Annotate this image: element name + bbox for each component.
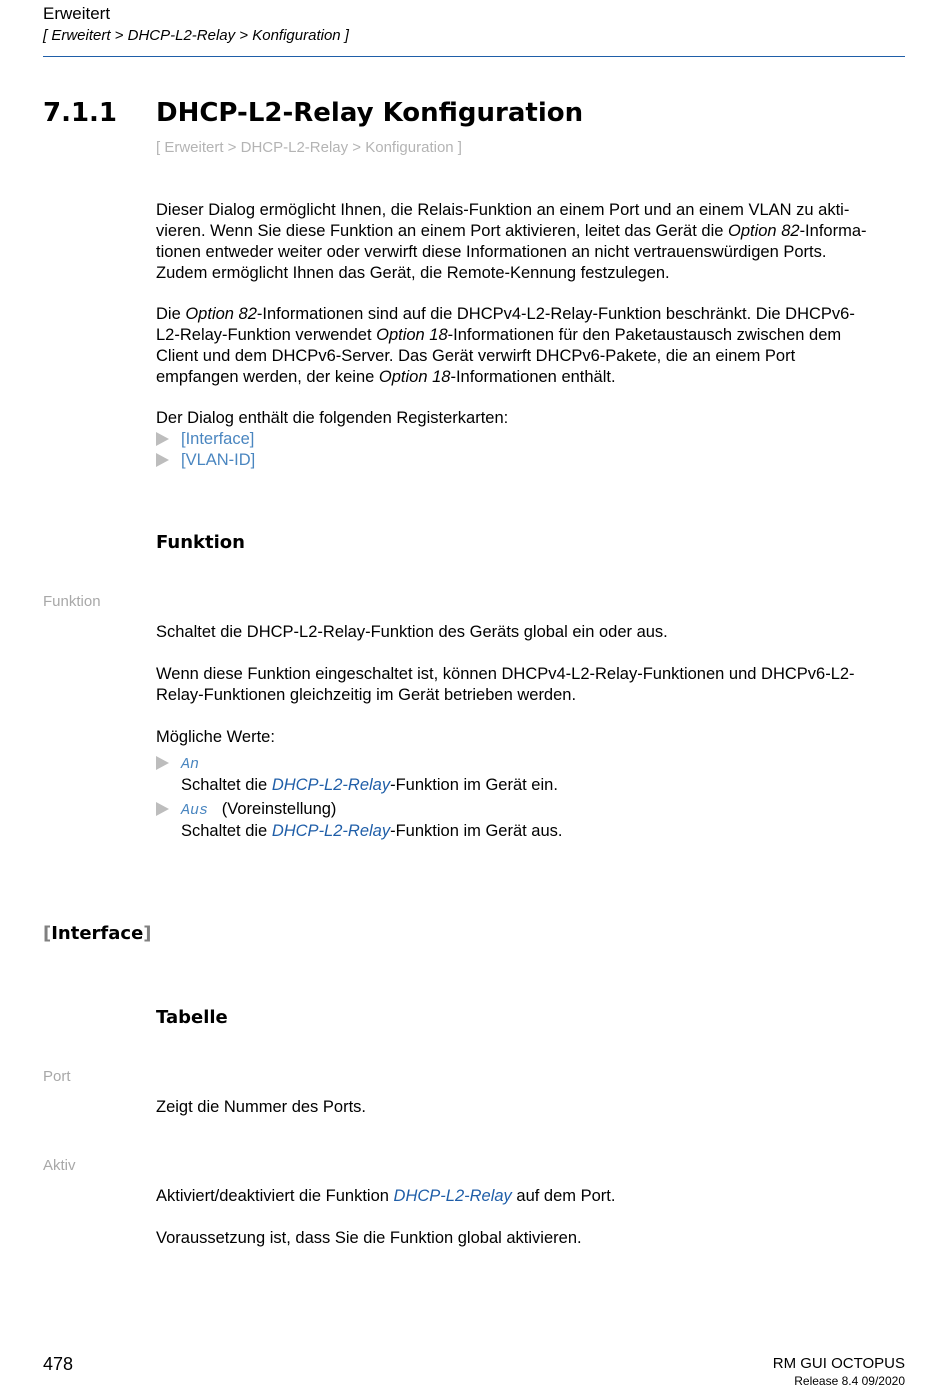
text-span: -Informa- bbox=[799, 222, 867, 240]
header-rule bbox=[43, 56, 905, 57]
value-item-body bbox=[181, 753, 558, 796]
text-span: Aktiviert/deaktiviert die Funktion bbox=[156, 1187, 394, 1205]
text-span: L2-Relay-Funktion verwendet bbox=[156, 326, 377, 344]
funktion-margin-label: Funktion bbox=[43, 593, 101, 610]
option-82-term: Option 82 bbox=[185, 305, 257, 323]
funktion-description: Schaltet die DHCP-L2-Relay-Funktion des Geräts global ein oder aus. bbox=[156, 623, 668, 641]
text-span: Die bbox=[156, 305, 186, 323]
intro-p2-line-3: Client und dem DHCPv6-Server. Das Gerät verwirft DHCPv6-Pakete, die an einem Port bbox=[156, 347, 796, 365]
interface-heading bbox=[43, 923, 152, 944]
intro-p1-line-2 bbox=[156, 221, 906, 242]
intro-p1-line-3: tionen entweder weiter oder verwirft diese Informationen an nicht vertrauenswürdigen Ports. bbox=[156, 243, 827, 261]
bullet-triangle-icon bbox=[156, 453, 169, 467]
page-header-breadcrumb: [ Erweitert > DHCP-L2-Relay > Konfiguration ] bbox=[43, 27, 349, 44]
aktiv-note: Voraussetzung ist, dass Sie die Funktion global aktivieren. bbox=[156, 1229, 582, 1247]
intro-paragraph-2 bbox=[156, 304, 906, 388]
value-description bbox=[181, 775, 558, 796]
option-18-term: Option 18 bbox=[378, 368, 451, 386]
bracket-open: [ bbox=[43, 923, 52, 944]
text-span: empfangen werden, der keine bbox=[156, 368, 379, 386]
text-span: -Funktion im Gerät ein. bbox=[390, 776, 558, 794]
value-default-note: (Voreinstellung) bbox=[221, 800, 337, 818]
text-span: -Informationen für den Paketaustausch zwischen dem bbox=[447, 326, 842, 344]
funktion-desc2-line-1: Wenn diese Funktion eingeschaltet ist, können DHCPv4-L2-Relay-Funktionen und DHCPv6-L2- bbox=[156, 665, 855, 683]
tabs-intro: Der Dialog enthält die folgenden Registerkarten: bbox=[156, 409, 509, 427]
bullet-triangle-icon bbox=[156, 756, 169, 770]
intro-p2-line-1 bbox=[156, 304, 906, 325]
port-margin-label: Port bbox=[43, 1068, 71, 1085]
tab-link-vlan-id[interactable] bbox=[156, 450, 255, 471]
option-82-term: Option 82 bbox=[728, 222, 800, 240]
tab-link-label[interactable]: [Interface] bbox=[181, 430, 255, 448]
intro-paragraph-1 bbox=[156, 200, 906, 284]
bracket-close: ] bbox=[143, 923, 152, 944]
tab-link-interface[interactable] bbox=[156, 429, 254, 450]
section-breadcrumb: [ Erweitert > DHCP-L2-Relay > Konfiguration ] bbox=[156, 139, 462, 156]
text-span: auf dem Port. bbox=[511, 1187, 616, 1205]
bullet-triangle-icon bbox=[156, 432, 169, 446]
text-span: -Informationen sind auf die DHCPv4-L2-Relay-Funktion beschränkt. Die DHCPv6- bbox=[256, 305, 855, 323]
funktion-desc2-line-2: Relay-Funktionen gleichzeitig im Gerät betrieben werden. bbox=[156, 686, 577, 704]
aktiv-description bbox=[156, 1186, 906, 1207]
port-description: Zeigt die Nummer des Ports. bbox=[156, 1098, 366, 1116]
page-number: 478 bbox=[43, 1354, 74, 1374]
value-name-row bbox=[181, 799, 563, 821]
value-item-body bbox=[181, 799, 563, 842]
tab-link-label[interactable]: [VLAN-ID] bbox=[181, 451, 256, 469]
text-span: vieren. Wenn Sie diese Funktion an einem Port aktivieren, leitet das Gerät die bbox=[156, 222, 728, 240]
funktion-description-2 bbox=[156, 664, 906, 706]
text-span: Schaltet die bbox=[181, 776, 272, 794]
inline-link[interactable]: DHCP-L2-Relay bbox=[393, 1187, 512, 1205]
footer-document-title: RM GUI OCTOPUS bbox=[772, 1355, 905, 1372]
text-span: Schaltet die bbox=[181, 822, 272, 840]
inline-link[interactable]: DHCP-L2-Relay bbox=[271, 822, 391, 840]
bullet-triangle-icon bbox=[156, 802, 169, 816]
section-number: 7.1.1 bbox=[43, 98, 118, 128]
footer-release: Release 8.4 09/2020 bbox=[794, 1374, 905, 1388]
page-header-title: Erweitert bbox=[43, 4, 111, 23]
section-title: DHCP-L2-Relay Konfiguration bbox=[156, 98, 584, 128]
value-item-aus bbox=[156, 799, 563, 842]
value-description bbox=[181, 821, 563, 842]
value-item-an bbox=[156, 753, 558, 796]
value-name: Aus bbox=[181, 802, 209, 819]
intro-p2-line-2 bbox=[156, 325, 906, 346]
option-18-term: Option 18 bbox=[376, 326, 448, 344]
table-heading: Tabelle bbox=[156, 1007, 228, 1028]
value-name-row bbox=[181, 753, 558, 775]
interface-heading-text: Interface bbox=[51, 923, 144, 944]
text-span: -Informationen enthält. bbox=[450, 368, 616, 386]
possible-values-label: Mögliche Werte: bbox=[156, 728, 275, 746]
intro-p1-line-1: Dieser Dialog ermöglicht Ihnen, die Relais-Funktion an einem Port und an einem VLAN zu akti- bbox=[156, 201, 850, 219]
aktiv-margin-label: Aktiv bbox=[43, 1157, 76, 1174]
funktion-heading: Funktion bbox=[156, 532, 245, 553]
intro-p2-line-4 bbox=[156, 367, 906, 388]
text-span: -Funktion im Gerät aus. bbox=[390, 822, 563, 840]
inline-link[interactable]: DHCP-L2-Relay bbox=[271, 776, 391, 794]
value-name: An bbox=[181, 756, 200, 773]
intro-p1-line-4: Zudem ermöglicht Ihnen das Gerät, die Remote-Kennung festzulegen. bbox=[156, 264, 670, 282]
